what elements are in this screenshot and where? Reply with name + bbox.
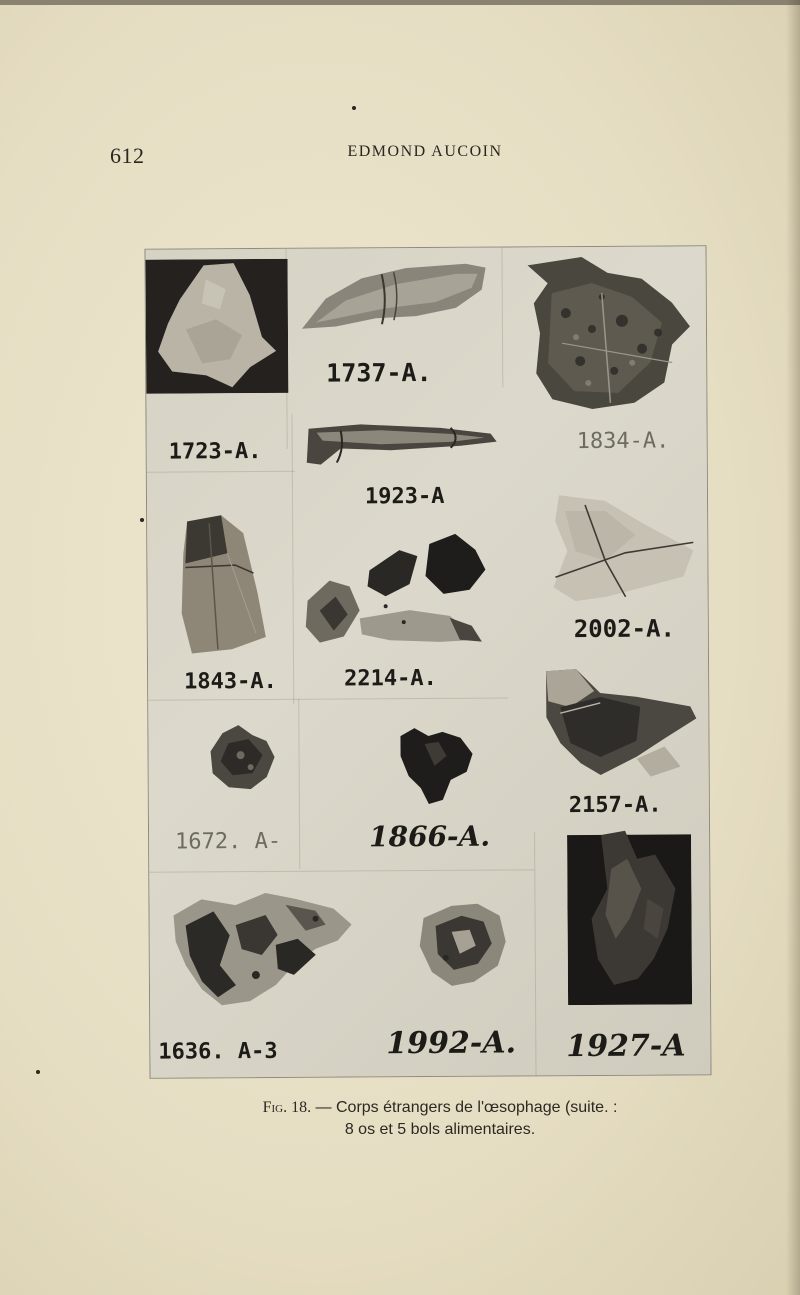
caption-line-1 <box>0 1097 800 1119</box>
specimen-1923-a-bone <box>301 418 501 471</box>
specimen-1927-a-food-bolus <box>567 828 692 1005</box>
label-1672-a: 1672. A- <box>175 828 282 855</box>
specimen-2214-a-food-bolus <box>299 530 500 651</box>
label-1992-a: 1992-A. <box>386 1025 517 1062</box>
specimen-1866-a-food-bolus <box>394 724 479 809</box>
label-2214-a: 2214-A. <box>344 665 437 692</box>
print-speck <box>352 106 356 110</box>
caption-line-2: 8 os et 5 bols alimentaires. <box>344 1121 536 1138</box>
specimen-2157-a-bone <box>540 666 701 783</box>
specimen-1992-a-food-bolus <box>411 897 512 992</box>
specimen-1834-a-bone <box>522 252 695 413</box>
page-top-edge <box>0 0 800 5</box>
label-1737-a: 1737-A. <box>326 357 432 388</box>
caption-text-1: — Corps étrangers de l'œsophage (suite. : <box>315 1099 618 1116</box>
page-number: 612 <box>110 143 145 168</box>
running-head: EDMOND AUCOIN <box>347 143 503 160</box>
specimen-1672-a-food-bolus <box>204 721 280 795</box>
label-1834-a: 1834-A. <box>576 428 670 455</box>
specimen-plate-photograph <box>145 246 710 1077</box>
label-2157-a: 2157-A. <box>568 792 662 819</box>
label-1923-a: 1923-A <box>364 483 445 510</box>
print-speck <box>140 518 144 522</box>
specimen-1636-a-3-food-bolus <box>165 884 358 1013</box>
label-1636-a-3: 1636. A-3 <box>158 1038 278 1065</box>
specimen-2002-a-bone <box>545 490 698 607</box>
label-1866-a: 1866-A. <box>368 819 491 854</box>
specimen-1723-a-bone <box>146 259 289 394</box>
specimen-1737-a-bone <box>296 260 492 335</box>
label-1927-a: 1927-A <box>566 1028 686 1065</box>
specimen-1843-a-bone <box>177 513 270 658</box>
label-1723-a: 1723-A. <box>168 439 262 465</box>
label-1843-a: 1843-A. <box>184 668 277 695</box>
figure-caption <box>0 1097 800 1141</box>
label-2002-a: 2002-A. <box>573 614 676 644</box>
print-speck <box>36 1070 40 1074</box>
figure-number: Fig. 18. <box>262 1099 312 1116</box>
